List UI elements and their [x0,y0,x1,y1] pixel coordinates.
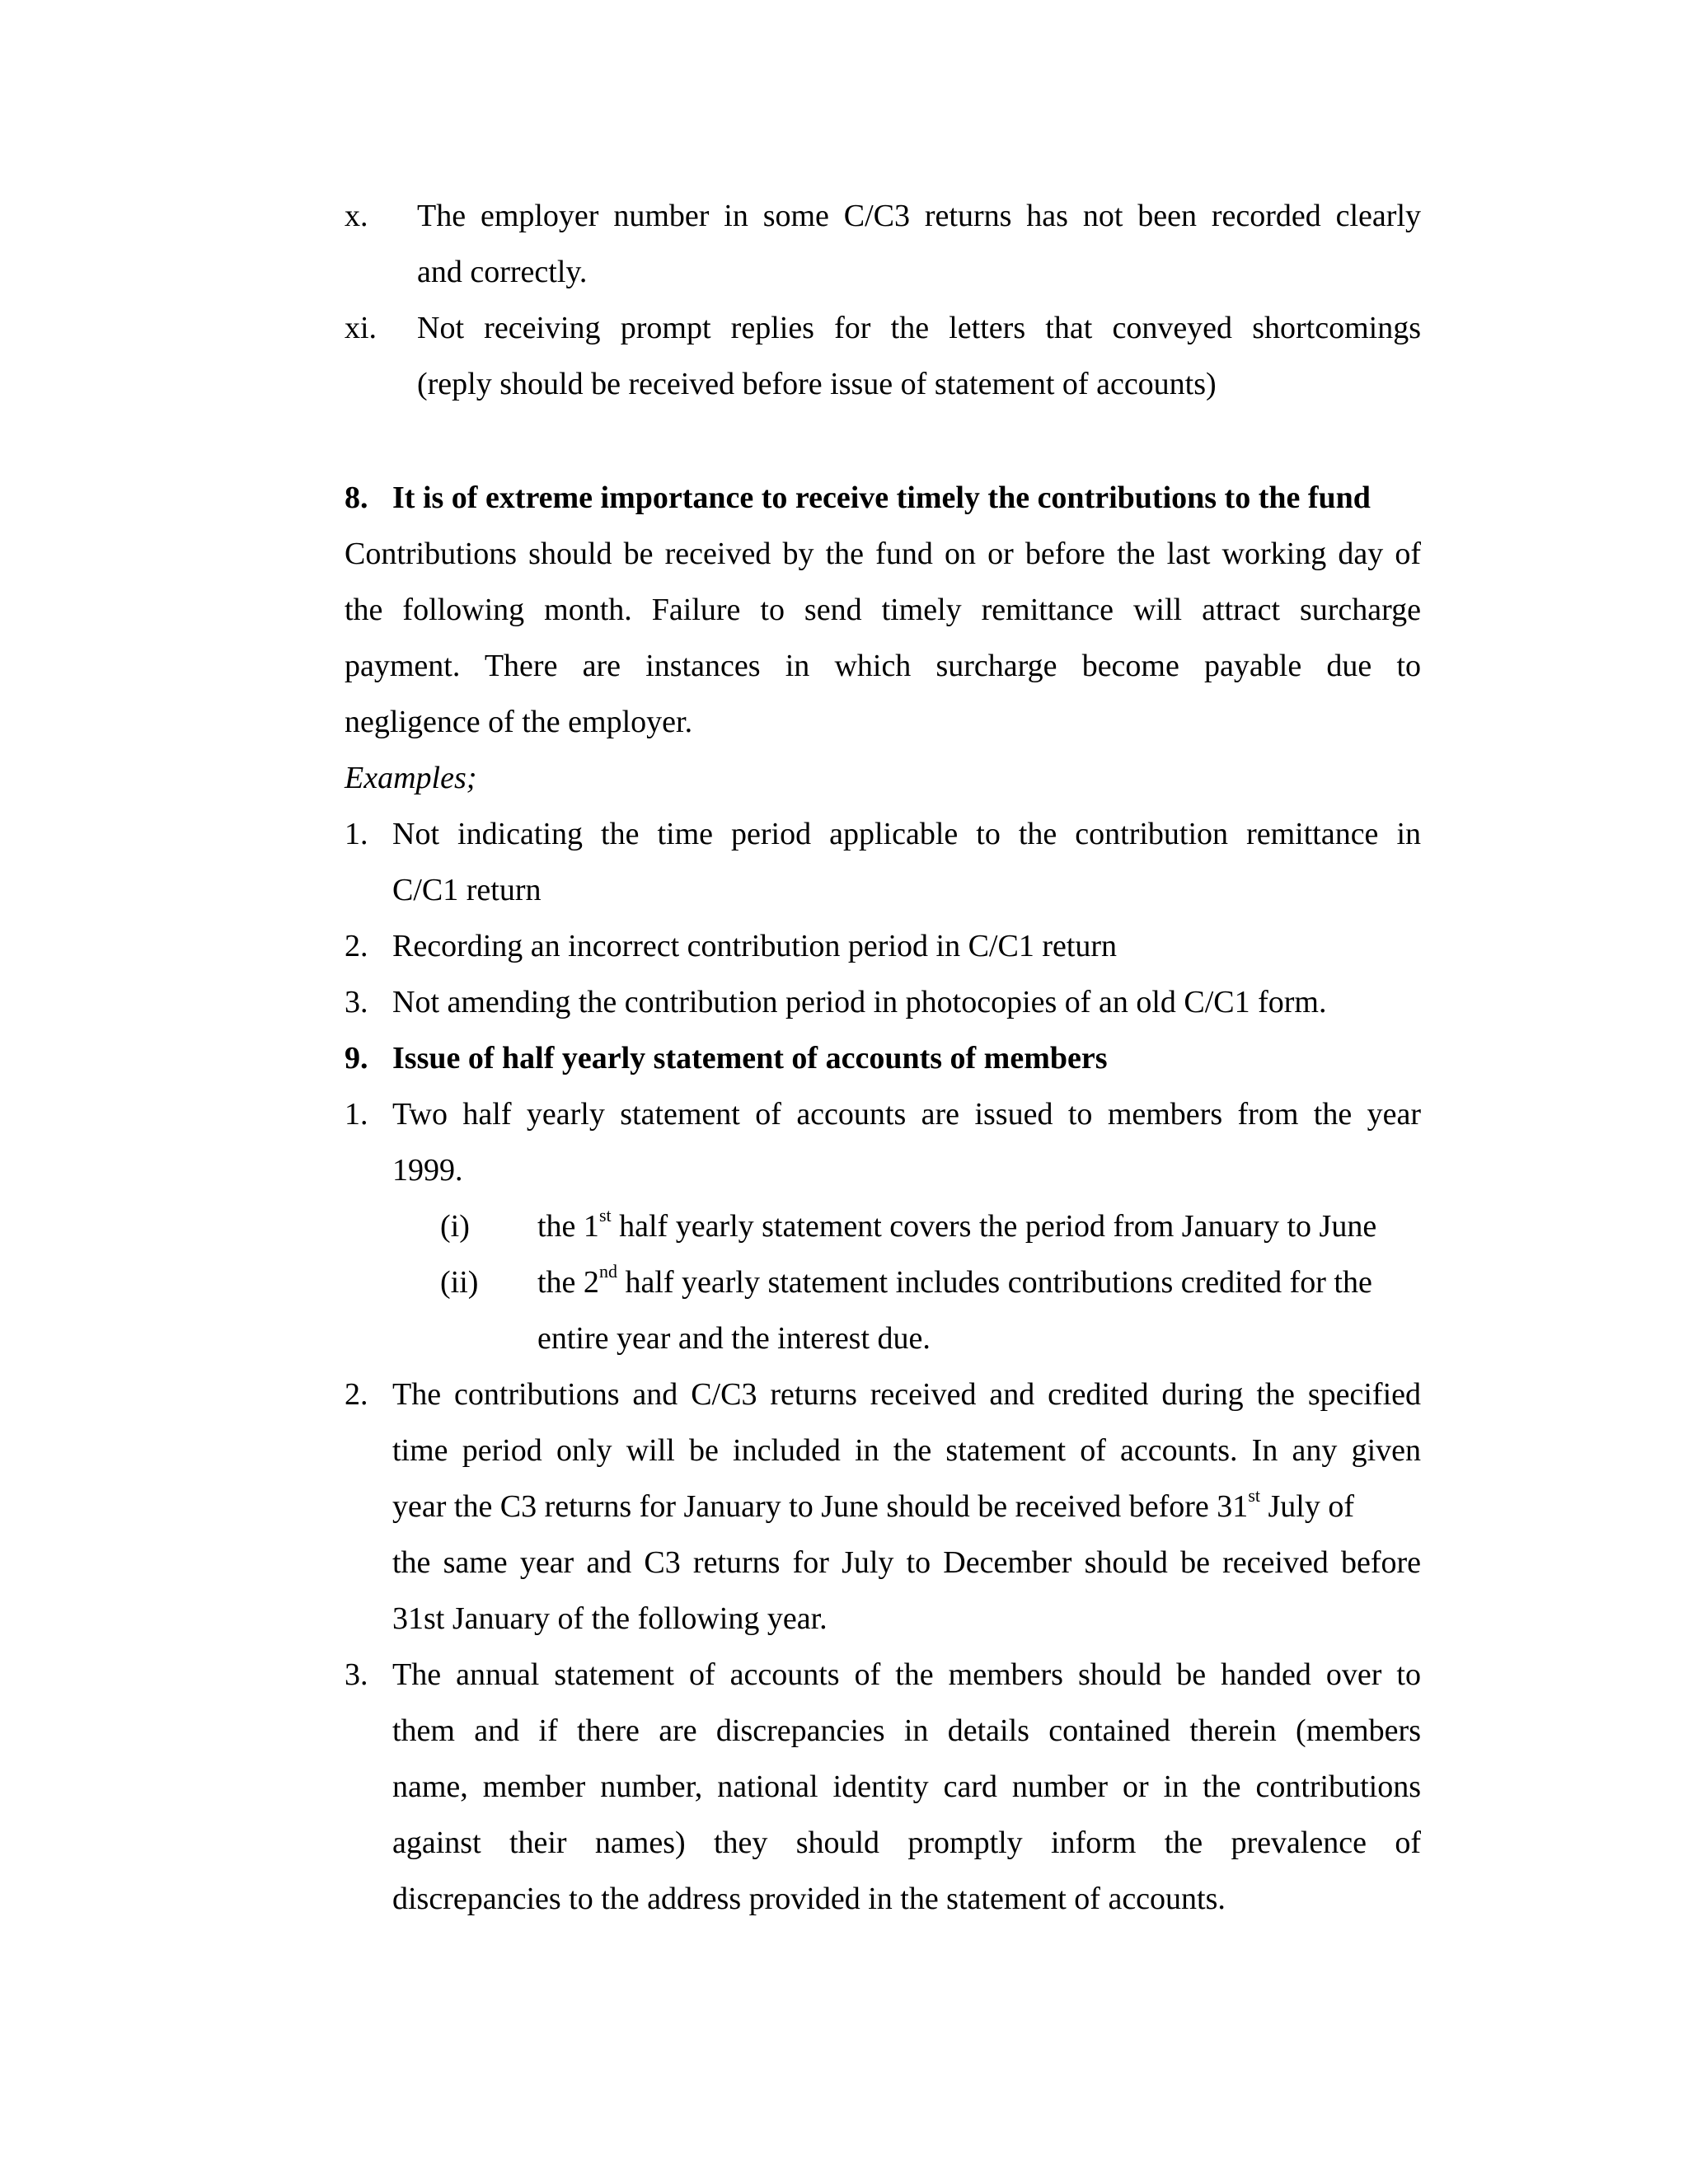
list-item-text: Two half yearly statement of accounts are issued to members from the year [392,1097,1421,1132]
list-item-text: time period only will be included in the statement of accounts. In any given [392,1433,1421,1468]
section-number: 9. [345,1041,368,1076]
list-item-text: 1999. [392,1153,463,1188]
list-marker: 2. [345,929,368,963]
list-item-text: Recording an incorrect contribution period in C/C1 return [392,929,1118,963]
list-item-text: name, member number, national identity card number or in the contributions [392,1769,1421,1804]
list-item-text: and correctly. [417,255,588,289]
list-marker: 2. [345,1377,368,1412]
sub-list-item-text: the 2nd half yearly statement includes contributions credited for the [537,1261,1372,1300]
list-item-text: The contributions and C/C3 returns received and credited during the specified [392,1377,1421,1412]
list-item-text: discrepancies to the address provided in the statement of accounts. [392,1882,1226,1916]
section-heading: It is of extreme importance to receive timely the contributions to the fund [392,480,1371,515]
list-item-text: them and if there are discrepancies in details contained therein (members [392,1713,1421,1748]
sub-list-marker: (ii) [440,1265,479,1300]
sub-list-item-text: the 1st half yearly statement covers the period from January to June [537,1205,1377,1244]
list-marker: x. [345,199,368,233]
paragraph-line: payment. There are instances in which surcharge become payable due to [345,649,1421,683]
list-item-text: C/C1 return [392,873,542,907]
list-item-text: the same year and C3 returns for July to December should be received before [392,1545,1421,1580]
list-item-text: Not amending the contribution period in photocopies of an old C/C1 form. [392,985,1327,1019]
list-item-text: The annual statement of accounts of the members should be handed over to [392,1657,1421,1692]
list-marker: 1. [345,817,368,851]
list-item-text: (reply should be received before issue of statement of accounts) [417,367,1217,401]
paragraph-line: the following month. Failure to send timely remittance will attract surcharge [345,593,1421,627]
list-marker: 1. [345,1097,368,1132]
sub-list-item-text: entire year and the interest due. [537,1321,931,1356]
list-item-text: against their names) they should promptly inform the prevalence of [392,1825,1421,1860]
paragraph-line: negligence of the employer. [345,705,693,739]
list-marker: 3. [345,1657,368,1692]
list-marker: 3. [345,985,368,1019]
section-heading: Issue of half yearly statement of accounts of members [392,1041,1108,1076]
paragraph-line: Contributions should be received by the fund on or before the last working day of [345,537,1421,571]
list-item-text: Not indicating the time period applicable to the contribution remittance in [392,817,1421,851]
section-number: 8. [345,480,368,515]
list-item-text: The employer number in some C/C3 returns has not been recorded clearly [417,199,1421,233]
list-item-text: Not receiving prompt replies for the letters that conveyed shortcomings [417,311,1421,345]
list-item-text: 31st January of the following year. [392,1601,828,1636]
list-marker: xi. [345,311,377,345]
examples-label: Examples; [345,761,477,795]
list-item-text: year the C3 returns for January to June should be received before 31st July of [392,1485,1354,1524]
sub-list-marker: (i) [440,1209,470,1244]
